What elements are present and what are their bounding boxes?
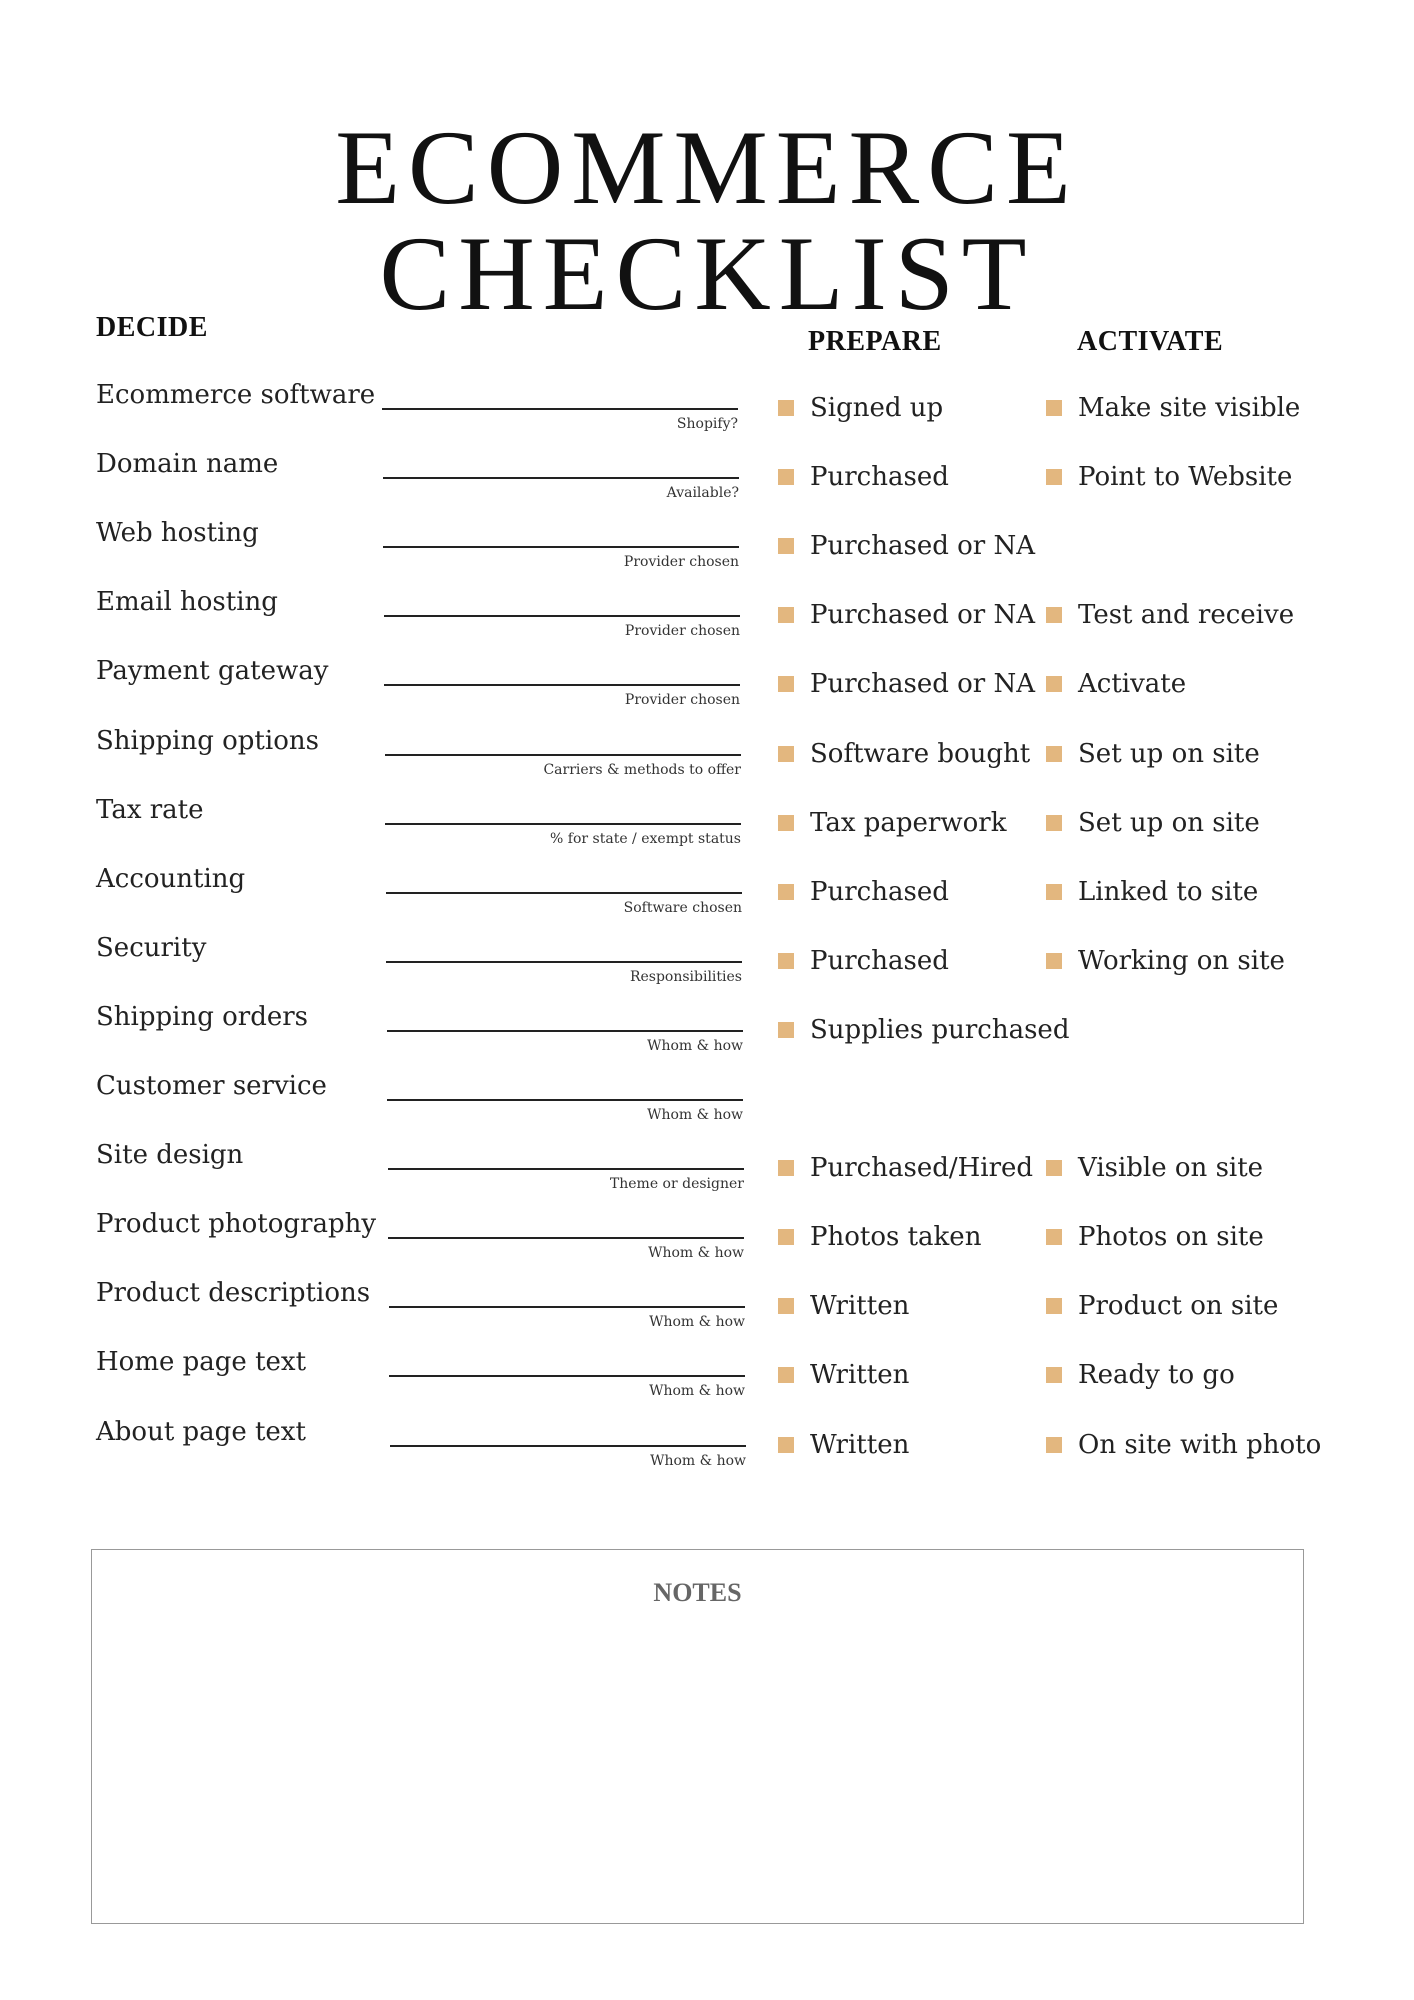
activate-checkbox-item[interactable] [1046, 1430, 1321, 1460]
prepare-checkbox-item[interactable] [778, 808, 1006, 838]
activate-item-text: Photos on site [1078, 1222, 1264, 1252]
activate-checkbox-item[interactable] [1046, 462, 1292, 492]
item-label: Email hosting [96, 587, 278, 617]
item-label: Accounting [96, 864, 246, 894]
answer-hint: Whom & how [649, 1314, 745, 1330]
activate-item-text: Linked to site [1078, 877, 1259, 907]
answer-line[interactable] [388, 1168, 744, 1170]
item-label: Security [96, 933, 207, 963]
checkbox-icon[interactable] [778, 1022, 794, 1038]
activate-checkbox-item[interactable] [1046, 1291, 1278, 1321]
item-label: Domain name [96, 449, 279, 479]
prepare-item-text: Software bought [810, 739, 1031, 769]
checkbox-icon[interactable] [778, 953, 794, 969]
answer-line[interactable] [383, 546, 739, 548]
prepare-checkbox-item[interactable] [778, 877, 949, 907]
answer-line[interactable] [388, 1237, 744, 1239]
checklist-row [0, 1002, 1414, 1062]
activate-item-text: Point to Website [1078, 462, 1293, 492]
checkbox-icon[interactable] [1046, 676, 1062, 692]
answer-line[interactable] [387, 1099, 743, 1101]
answer-hint: Whom & how [650, 1453, 746, 1469]
prepare-checkbox-item[interactable] [778, 739, 1030, 769]
activate-checkbox-item[interactable] [1046, 808, 1260, 838]
answer-hint: Available? [666, 485, 739, 501]
checklist-row [0, 518, 1414, 578]
prepare-item-text: Tax paperwork [810, 808, 1007, 838]
prepare-checkbox-item[interactable] [778, 1222, 981, 1252]
activate-checkbox-item[interactable] [1046, 739, 1260, 769]
prepare-checkbox-item[interactable] [778, 946, 949, 976]
checkbox-icon[interactable] [1046, 884, 1062, 900]
checklist-row [0, 587, 1414, 647]
checklist-row [0, 380, 1414, 440]
checkbox-icon[interactable] [1046, 607, 1062, 623]
answer-line[interactable] [383, 477, 739, 479]
column-heading-prepare: PREPARE [808, 326, 942, 357]
prepare-checkbox-item[interactable] [778, 531, 1035, 561]
prepare-checkbox-item[interactable] [778, 1153, 1033, 1183]
checkbox-icon[interactable] [1046, 1437, 1062, 1453]
answer-line[interactable] [384, 615, 740, 617]
item-label: Product photography [96, 1209, 377, 1239]
checklist-row [0, 1417, 1414, 1477]
item-label: Ecommerce software [96, 380, 376, 410]
notes-title: NOTES [653, 1578, 742, 1607]
checkbox-icon[interactable] [1046, 1367, 1062, 1383]
checkbox-icon[interactable] [1046, 1229, 1062, 1245]
item-label: Customer service [96, 1071, 327, 1101]
answer-hint: Provider chosen [623, 554, 739, 570]
activate-checkbox-item[interactable] [1046, 600, 1294, 630]
checkbox-icon[interactable] [778, 815, 794, 831]
checkbox-icon[interactable] [778, 884, 794, 900]
checkbox-icon[interactable] [778, 469, 794, 485]
checklist-row [0, 726, 1414, 786]
answer-line[interactable] [382, 408, 738, 410]
item-label: Tax rate [96, 795, 204, 825]
activate-checkbox-item[interactable] [1046, 1360, 1235, 1390]
item-label: Shipping orders [96, 1002, 309, 1032]
activate-checkbox-item[interactable] [1046, 1153, 1263, 1183]
answer-line[interactable] [389, 1375, 745, 1377]
checkbox-icon[interactable] [1046, 1160, 1062, 1176]
activate-item-text: Product on site [1078, 1291, 1279, 1321]
checkbox-icon[interactable] [778, 1160, 794, 1176]
prepare-checkbox-item[interactable] [778, 600, 1035, 630]
checklist-row [0, 795, 1414, 855]
prepare-item-text: Written [810, 1430, 910, 1460]
prepare-item-text: Purchased/Hired [810, 1153, 1034, 1183]
prepare-item-text: Purchased or NA [810, 531, 1035, 561]
activate-checkbox-item[interactable] [1046, 669, 1186, 699]
activate-item-text: Working on site [1078, 946, 1285, 976]
checkbox-icon[interactable] [778, 1298, 794, 1314]
item-label: Payment gateway [96, 656, 329, 686]
checkbox-icon[interactable] [1046, 953, 1062, 969]
page-title: ECOMMERCE CHECKLIST [335, 109, 1079, 332]
checklist-row [0, 933, 1414, 993]
item-label: Web hosting [96, 518, 259, 548]
checkbox-icon[interactable] [778, 538, 794, 554]
answer-line[interactable] [385, 823, 741, 825]
checkbox-icon[interactable] [778, 1229, 794, 1245]
activate-item-text: Activate [1078, 669, 1187, 699]
answer-line[interactable] [386, 961, 742, 963]
activate-item-text: Ready to go [1078, 1360, 1235, 1390]
checklist-row [0, 1071, 1414, 1131]
answer-hint: Provider chosen [624, 692, 740, 708]
prepare-item-text: Purchased [810, 877, 949, 907]
checkbox-icon[interactable] [778, 1367, 794, 1383]
prepare-item-text: Photos taken [810, 1222, 982, 1252]
item-label: Shipping options [96, 726, 319, 756]
answer-hint: Whom & how [647, 1038, 743, 1054]
prepare-checkbox-item[interactable] [778, 1015, 1069, 1045]
prepare-item-text: Written [810, 1360, 910, 1390]
checkbox-icon[interactable] [778, 676, 794, 692]
checklist-row [0, 1140, 1414, 1200]
prepare-checkbox-item[interactable] [778, 669, 1035, 699]
checklist-row [0, 1209, 1414, 1269]
prepare-item-text: Purchased or NA [810, 669, 1035, 699]
prepare-checkbox-item[interactable] [778, 462, 949, 492]
checkbox-icon[interactable] [1046, 469, 1062, 485]
checklist-row [0, 1278, 1414, 1338]
column-heading-activate: ACTIVATE [1077, 326, 1224, 357]
checkbox-icon[interactable] [778, 607, 794, 623]
checkbox-icon[interactable] [1046, 400, 1062, 416]
checkbox-icon[interactable] [1046, 815, 1062, 831]
answer-hint: Whom & how [648, 1245, 744, 1261]
item-label: About page text [96, 1417, 306, 1447]
activate-item-text: Make site visible [1078, 393, 1301, 423]
activate-item-text: On site with photo [1078, 1430, 1322, 1460]
checkbox-icon[interactable] [778, 746, 794, 762]
checklist-row [0, 1347, 1414, 1407]
prepare-item-text: Written [810, 1291, 910, 1321]
prepare-item-text: Supplies purchased [810, 1015, 1070, 1045]
item-label: Site design [96, 1140, 244, 1170]
activate-checkbox-item[interactable] [1046, 877, 1258, 907]
checklist-row [0, 864, 1414, 924]
answer-hint: Theme or designer [609, 1176, 744, 1192]
activate-item-text: Visible on site [1078, 1153, 1264, 1183]
notes-box[interactable] [91, 1549, 1304, 1924]
answer-line[interactable] [390, 1445, 746, 1447]
checklist-row [0, 449, 1414, 509]
prepare-item-text: Signed up [810, 393, 944, 423]
checkbox-icon[interactable] [778, 1437, 794, 1453]
prepare-checkbox-item[interactable] [778, 393, 943, 423]
answer-hint: Whom & how [649, 1383, 745, 1399]
checklist-row [0, 656, 1414, 716]
answer-line[interactable] [389, 1306, 745, 1308]
activate-checkbox-item[interactable] [1046, 393, 1300, 423]
item-label: Home page text [96, 1347, 307, 1377]
prepare-checkbox-item[interactable] [778, 1360, 909, 1390]
checkbox-icon[interactable] [778, 400, 794, 416]
activate-item-text: Set up on site [1078, 739, 1260, 769]
prepare-item-text: Purchased or NA [810, 600, 1035, 630]
prepare-checkbox-item[interactable] [778, 1430, 909, 1460]
answer-hint: Shopify? [676, 416, 738, 432]
activate-checkbox-item[interactable] [1046, 1222, 1264, 1252]
checkbox-icon[interactable] [1046, 746, 1062, 762]
answer-hint: % for state / exempt status [550, 831, 741, 847]
prepare-checkbox-item[interactable] [778, 1291, 909, 1321]
answer-line[interactable] [385, 754, 741, 756]
answer-hint: Responsibilities [629, 969, 742, 985]
activate-checkbox-item[interactable] [1046, 946, 1285, 976]
prepare-item-text: Purchased [810, 462, 949, 492]
answer-hint: Provider chosen [624, 623, 740, 639]
answer-line[interactable] [387, 1030, 743, 1032]
answer-hint: Carriers & methods to offer [543, 762, 741, 778]
column-heading-decide: DECIDE [96, 312, 208, 343]
answer-line[interactable] [386, 892, 742, 894]
checkbox-icon[interactable] [1046, 1298, 1062, 1314]
activate-item-text: Test and receive [1078, 600, 1295, 630]
item-label: Product descriptions [96, 1278, 371, 1308]
activate-item-text: Set up on site [1078, 808, 1260, 838]
answer-line[interactable] [384, 684, 740, 686]
answer-hint: Software chosen [623, 900, 742, 916]
answer-hint: Whom & how [647, 1107, 743, 1123]
prepare-item-text: Purchased [810, 946, 949, 976]
